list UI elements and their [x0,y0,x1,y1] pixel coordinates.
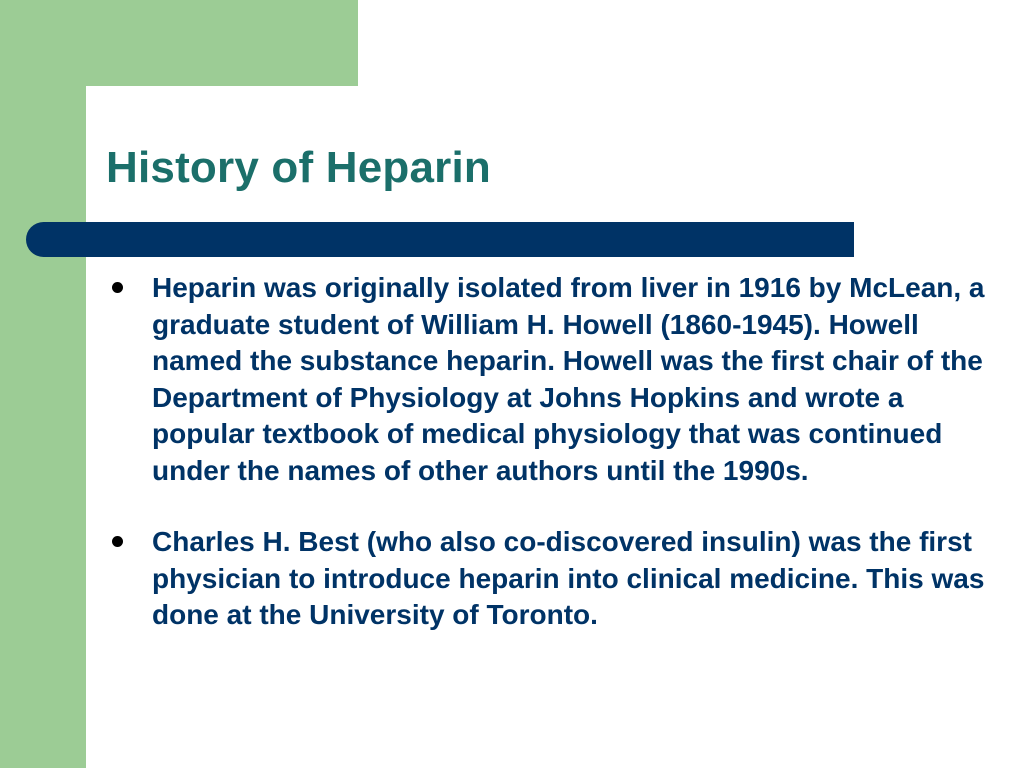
decorative-green-band-top [0,0,358,86]
bullet-dot-icon [112,536,123,547]
title-underline-bar [26,222,854,257]
bullet-dot-icon [112,282,123,293]
bullet-text: Charles H. Best (who also co-discovered insulin) was the first physician to introduce heparin into clinical medicine. This was done at the University of Toronto. [152,526,985,630]
list-item [112,270,1002,489]
bullet-text: Heparin was originally isolated from liver in 1916 by McLean, a graduate student of William H. Howell (1860-1945). Howell named the substance heparin. Howell was the first chair of the Department of Physiology at Johns Hopkins and wrote a popular textbook of medical physiology that was continued under the names of other authors until the 1990s. [152,272,985,486]
slide-title: History of Heparin [106,143,491,192]
decorative-green-band-left [0,0,86,768]
list-item [112,524,1002,634]
bullet-list [112,270,1002,669]
